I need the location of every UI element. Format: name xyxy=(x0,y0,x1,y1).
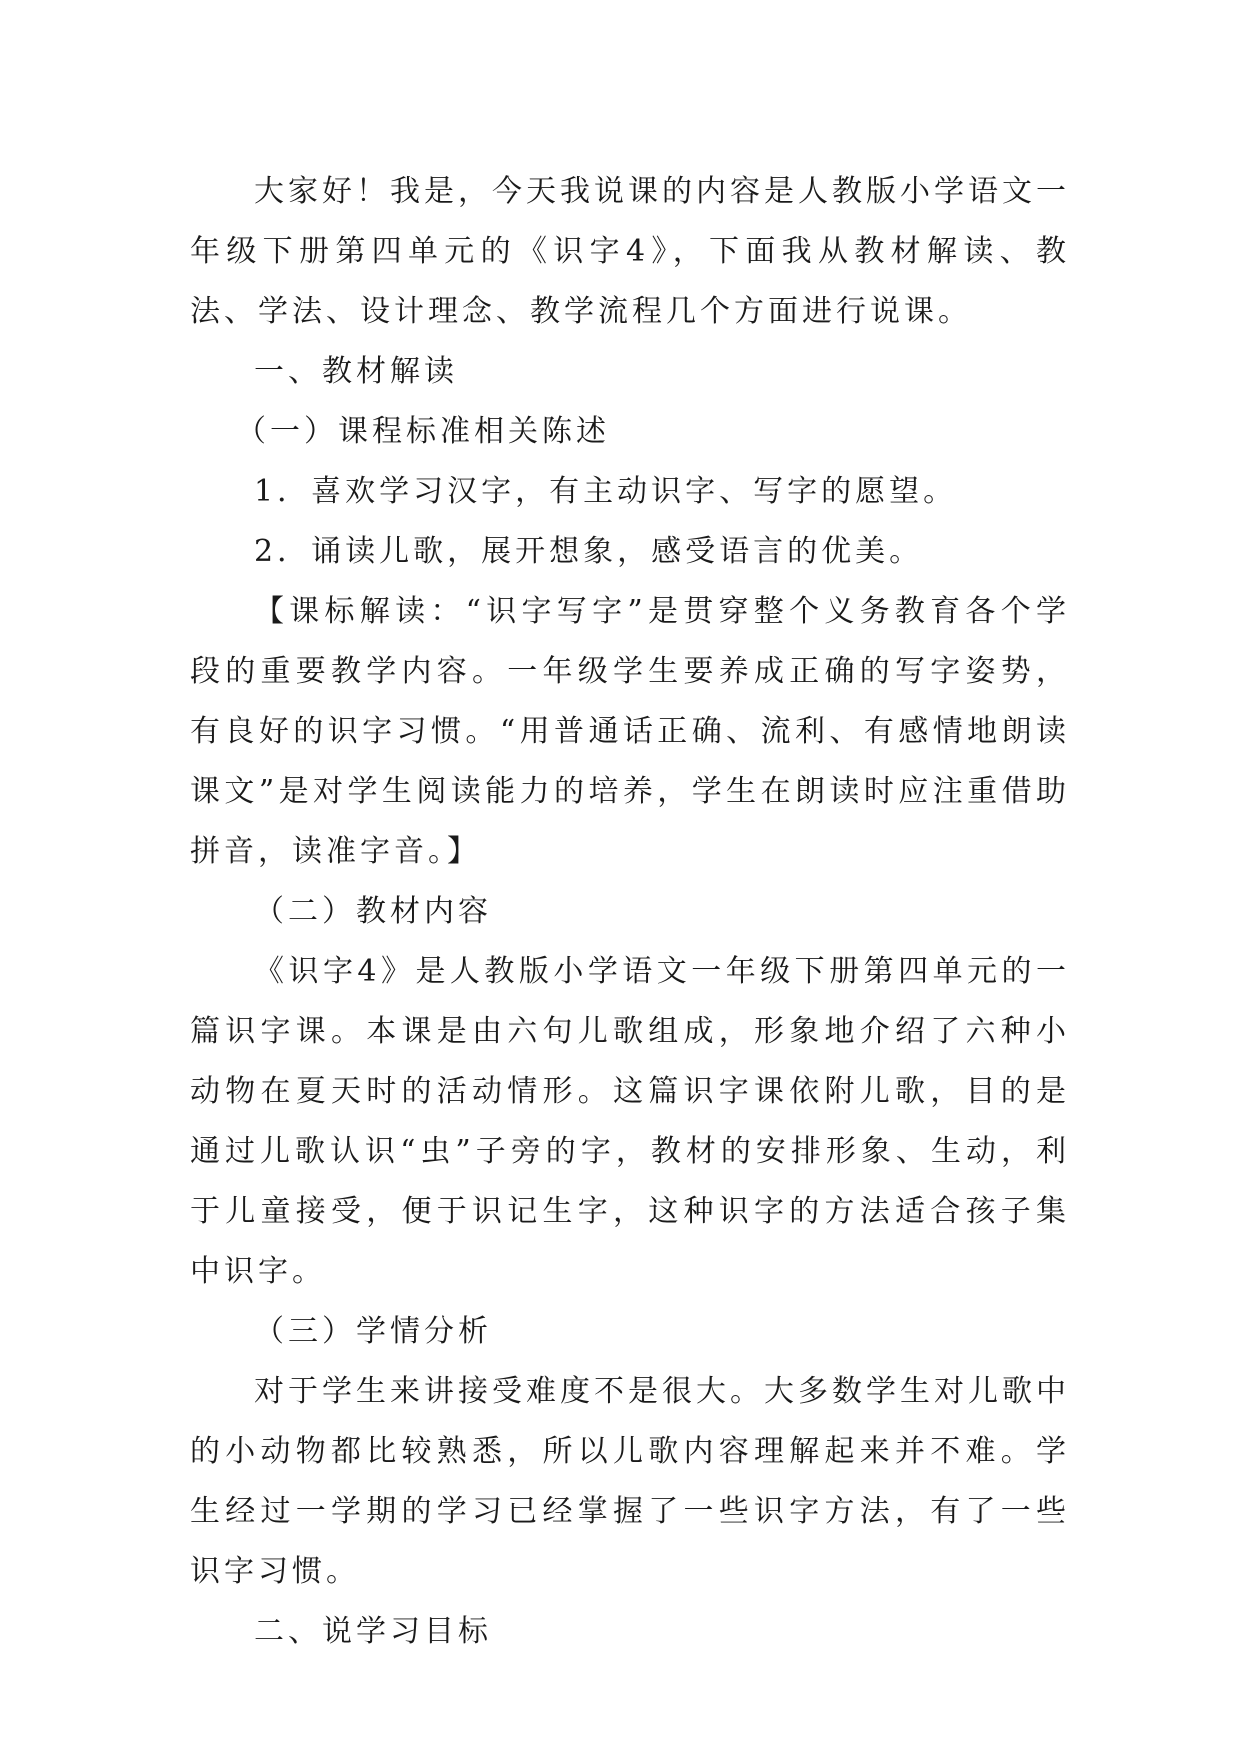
section-heading-learning-objectives: 二、说学习目标 xyxy=(254,1614,492,1649)
textbook-content-paragraph: 《识字4》是人教版小学语文一年级下册第四单元的一篇识字课。本课是由六句儿歌组成，形象地介绍了六种小动物在夏天时的活动情形。这篇识字课依附儿歌，目的是通过儿歌认识“虫”子旁的字，教材的安排形象、生动，利于儿童接受，便于识记生字，这种识字的方法适合孩子集中识字。 xyxy=(190,954,1070,1289)
subsection-heading-curriculum-standards: （一）课程标准相关陈述 xyxy=(236,414,610,449)
subsection-heading-student-analysis: （三）学情分析 xyxy=(254,1314,492,1349)
section-heading-textbook-interpretation: 一、教材解读 xyxy=(254,354,458,389)
list-item: 1．喜欢学习汉字，有主动识字、写字的愿望。 xyxy=(254,474,958,509)
standards-interpretation-paragraph: 【课标解读：“识字写字”是贯穿整个义务教育各个学段的重要教学内容。一年级学生要养成正确的写字姿势，有良好的识字习惯。“用普通话正确、流利、有感情地朗读课文”是对学生阅读能力的培养，学生在朗读时应注重借助拼音，读准字音。】 xyxy=(190,594,1070,869)
document-body xyxy=(190,162,1070,1662)
student-analysis-paragraph: 对于学生来讲接受难度不是很大。大多数学生对儿歌中的小动物都比较熟悉，所以儿歌内容理解起来并不难。学生经过一学期的学习已经掌握了一些识字方法，有了一些识字习惯。 xyxy=(190,1374,1070,1589)
intro-paragraph: 大家好！我是，今天我说课的内容是人教版小学语文一年级下册第四单元的《识字4》，下面我从教材解读、教法、学法、设计理念、教学流程几个方面进行说课。 xyxy=(190,174,1070,329)
list-item: 2．诵读儿歌，展开想象，感受语言的优美。 xyxy=(254,534,924,569)
subsection-heading-textbook-content: （二）教材内容 xyxy=(254,894,492,929)
